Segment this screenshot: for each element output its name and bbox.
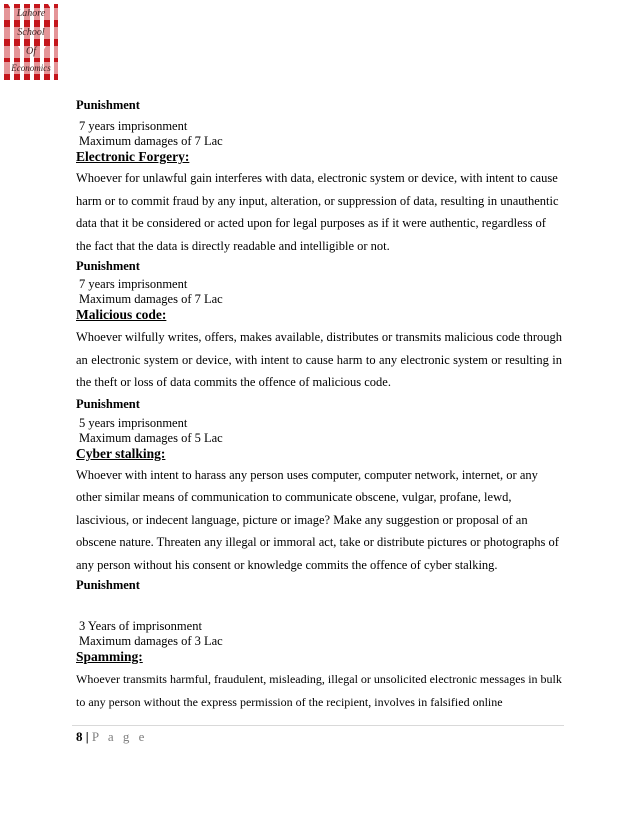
punishment-imprisonment: 5 years imprisonment <box>79 415 188 430</box>
logo-text-line-1: Lahore <box>4 8 58 20</box>
page-footer <box>76 729 147 745</box>
punishment-damages: Maximum damages of 7 Lac <box>79 134 223 148</box>
punishment-damages: Maximum damages of 5 Lac <box>79 430 223 445</box>
section-heading-spamming: Spamming: <box>76 649 143 664</box>
page-separator: | <box>85 729 89 744</box>
punishment-imprisonment: 3 Years of imprisonment <box>79 619 202 633</box>
page-content <box>76 97 562 713</box>
logo-text-line-3: Of <box>4 46 58 58</box>
punishment-label: Punishment <box>76 578 140 592</box>
page-word: P a g e <box>91 729 148 744</box>
punishment-damages: Maximum damages of 7 Lac <box>79 292 223 306</box>
section-text-spamming: Whoever transmits harmful, fraudulent, misleading, illegal or unsolicited electronic messages in bulk to any person without the express permission of the recipient, involves in falsified online <box>76 672 562 709</box>
section-text-cyber-stalking: Whoever with intent to harass any person uses computer, computer network, internet, or any other similar means of communication to communicate obscene, vulgar, profane, lewd, lascivious, or indecent language, picture or image? Make any suggestion or proposal of an obscene nature. Threaten any illegal or immoral act, take or distribute pictures or photographs of any person without his consent or knowledge commits the offence of cyber stalking. <box>76 467 559 572</box>
punishment-label: Punishment <box>76 259 140 273</box>
punishment-imprisonment: 7 years imprisonment <box>79 277 188 291</box>
punishment-label: Punishment <box>76 98 140 112</box>
section-heading-cyber-stalking: Cyber stalking: <box>76 445 166 461</box>
section-text-electronic-forgery: Whoever for unlawful gain interferes with data, electronic system or device, with intent to cause harm or to commit fraud by any input, alteration, or suppression of data, resulting in unauthentic data that it be considered or acted upon for legal purposes as if it were authentic, regardless of the fact that the data is directly readable and intelligible or not. <box>76 171 559 253</box>
punishment-label: Punishment <box>76 396 140 411</box>
school-logo <box>4 4 58 80</box>
punishment-damages: Maximum damages of 3 Lac <box>79 634 223 648</box>
section-text-malicious-code: Whoever wilfully writes, offers, makes available, distributes or transmits malicious code through an electronic system or device, with intent to cause harm to any electronic system or resulting in the theft or loss of data commits the offence of malicious code. <box>76 330 562 389</box>
page-number: 8 <box>76 729 83 744</box>
section-heading-malicious-code: Malicious code: <box>76 307 167 322</box>
logo-text-line-4: Economics <box>4 62 58 74</box>
footer-divider <box>72 725 564 726</box>
logo-text-line-2: School <box>4 27 58 39</box>
punishment-imprisonment: 7 years imprisonment <box>79 119 188 133</box>
section-heading-electronic-forgery: Electronic Forgery: <box>76 149 190 164</box>
